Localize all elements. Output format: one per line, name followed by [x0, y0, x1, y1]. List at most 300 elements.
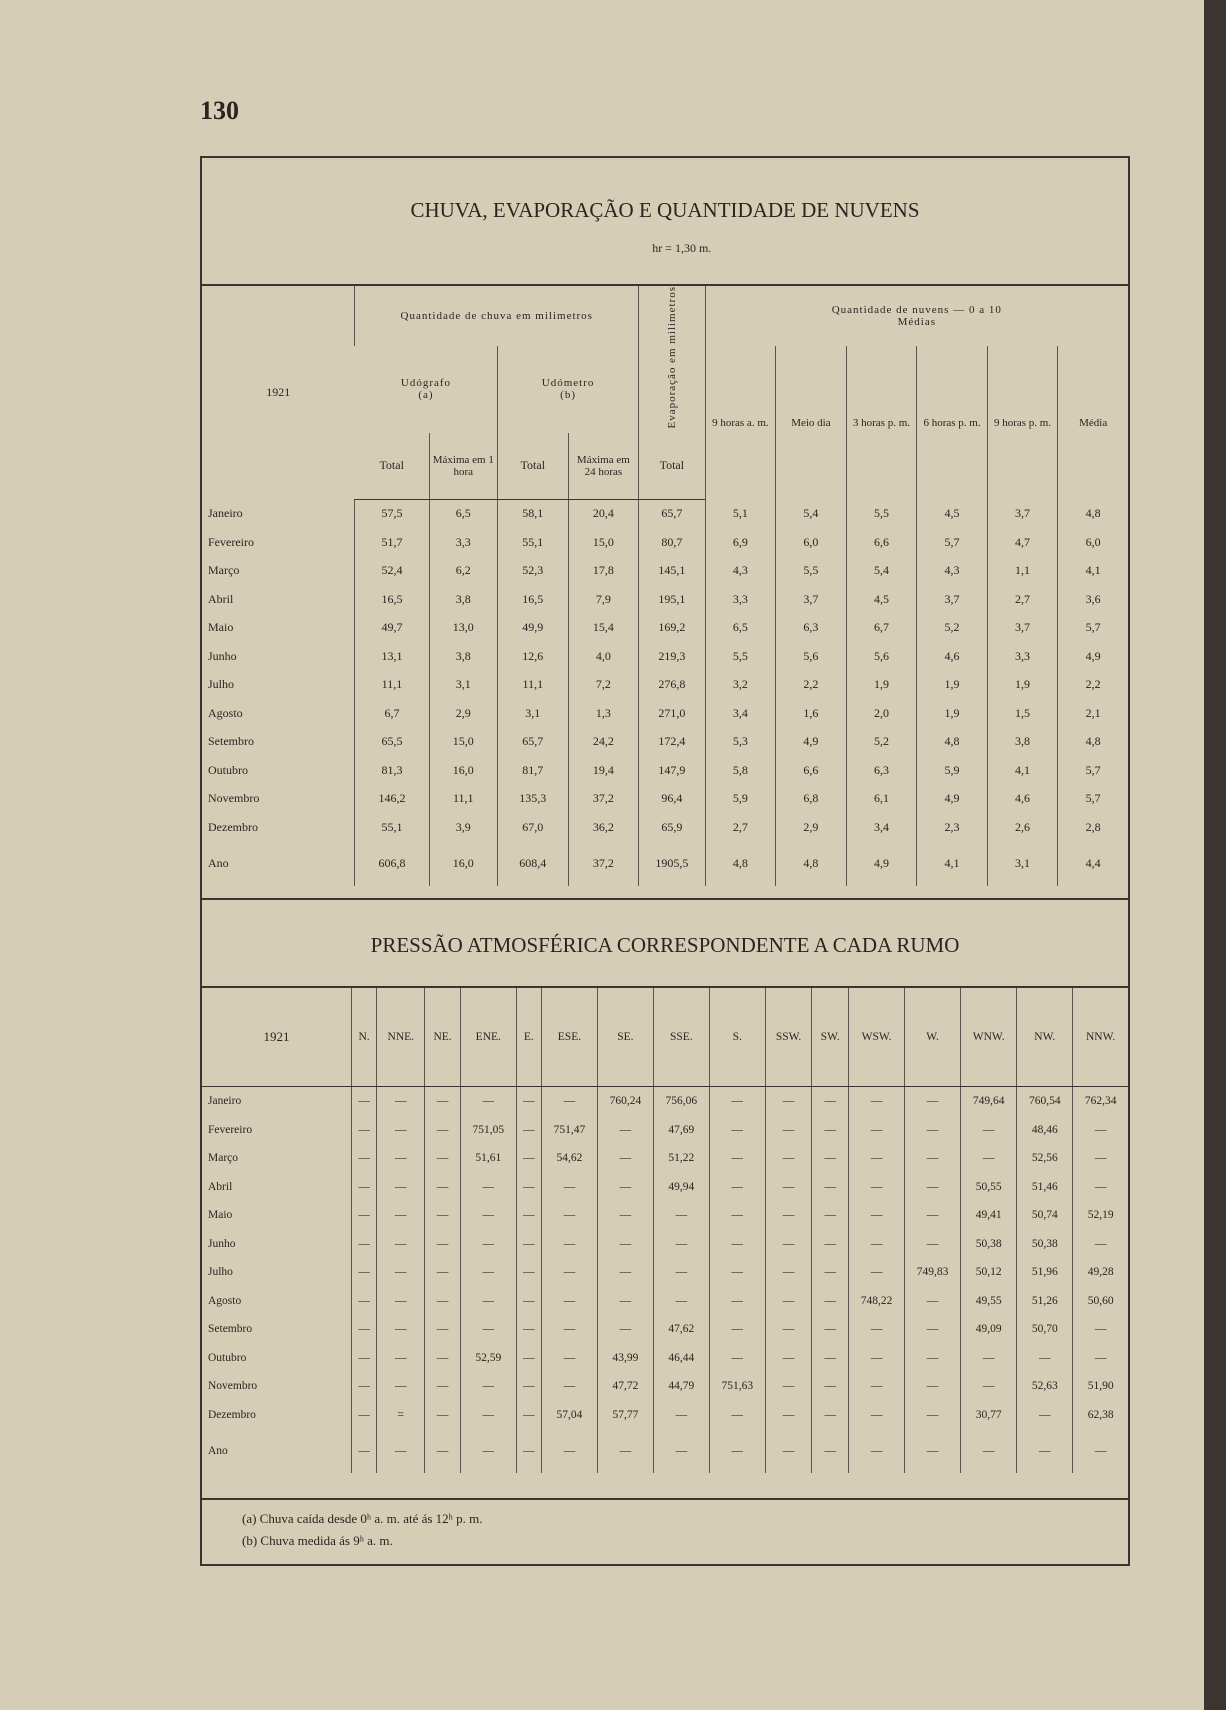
- table-frame: [200, 156, 1130, 1566]
- cell: 50,74: [1017, 1201, 1073, 1230]
- cell: —: [849, 1344, 905, 1373]
- cell: 3,3: [429, 528, 498, 557]
- cell: —: [961, 1116, 1017, 1145]
- cell: —: [425, 1116, 460, 1145]
- cell: 749,83: [905, 1258, 961, 1287]
- cell: 4,3: [917, 557, 988, 586]
- evap-header: Evaporação em milimetros: [639, 286, 705, 433]
- cell: —: [812, 1230, 849, 1259]
- cell: —: [516, 1173, 541, 1202]
- cell: —: [597, 1429, 653, 1473]
- cell: 17,8: [568, 557, 639, 586]
- cell: 96,4: [639, 785, 705, 814]
- cell: 4,6: [917, 642, 988, 671]
- cell: —: [597, 1173, 653, 1202]
- cell: —: [1017, 1429, 1073, 1473]
- cell: 4,5: [846, 585, 917, 614]
- cell: 81,3: [355, 756, 429, 785]
- table-row: [202, 1287, 1128, 1316]
- cell: 46,44: [653, 1344, 709, 1373]
- cell: —: [541, 1372, 597, 1401]
- cell: 57,5: [355, 499, 429, 528]
- cell: 3,6: [1058, 585, 1128, 614]
- cell: 5,4: [776, 499, 847, 528]
- cell: —: [425, 1372, 460, 1401]
- cell: 5,6: [846, 642, 917, 671]
- cell: 16,0: [429, 756, 498, 785]
- cell: —: [352, 1201, 377, 1230]
- cell: —: [709, 1429, 765, 1473]
- clouds-group-header: Quantidade de nuvens — 0 a 10 Médias: [705, 286, 1128, 346]
- col-udografo-total: Total: [355, 433, 429, 500]
- cell: 3,9: [429, 813, 498, 842]
- cell: —: [849, 1401, 905, 1430]
- row-label: Julho: [208, 1266, 233, 1279]
- row-label: Novembro: [208, 1380, 258, 1393]
- cell: 13,0: [429, 614, 498, 643]
- cell: —: [765, 1201, 812, 1230]
- cell: —: [653, 1258, 709, 1287]
- table-row: [202, 1258, 1128, 1287]
- cell: —: [377, 1230, 425, 1259]
- cell: —: [1073, 1173, 1128, 1202]
- cell: 5,5: [846, 499, 917, 528]
- cell: —: [765, 1315, 812, 1344]
- cell: 5,7: [1058, 756, 1128, 785]
- col-6pm: 6 horas p. m.: [917, 346, 988, 499]
- cell: —: [425, 1287, 460, 1316]
- cell: —: [1017, 1344, 1073, 1373]
- cell: 276,8: [639, 671, 705, 700]
- row-label: Março: [208, 563, 240, 578]
- cell: —: [905, 1344, 961, 1373]
- cell: 219,3: [639, 642, 705, 671]
- cell: —: [352, 1087, 377, 1116]
- cell: —: [597, 1144, 653, 1173]
- cell: —: [352, 1401, 377, 1430]
- cell: 62,38: [1073, 1401, 1128, 1430]
- rule: [202, 898, 1128, 900]
- cell: 4,8: [1058, 728, 1128, 757]
- table-row: [202, 1372, 1128, 1401]
- cell: 2,7: [705, 813, 776, 842]
- cell: 49,7: [355, 614, 429, 643]
- cell: 52,19: [1073, 1201, 1128, 1230]
- cell: 5,7: [917, 528, 988, 557]
- row-label: Fevereiro: [208, 534, 254, 549]
- cell: 5,9: [917, 756, 988, 785]
- cell: 5,1: [705, 499, 776, 528]
- cell: 3,7: [917, 585, 988, 614]
- cell: 37,2: [568, 842, 639, 886]
- table-row: [202, 1201, 1128, 1230]
- cell: —: [516, 1401, 541, 1430]
- cell: 54,62: [541, 1144, 597, 1173]
- col-udometro-total: Total: [498, 433, 569, 500]
- cell: 1,5: [987, 699, 1058, 728]
- cell: 65,7: [498, 728, 569, 757]
- cell: —: [812, 1429, 849, 1473]
- cell: 5,8: [705, 756, 776, 785]
- cell: —: [812, 1287, 849, 1316]
- cell: —: [905, 1173, 961, 1202]
- cell: —: [541, 1087, 597, 1116]
- cell: 58,1: [498, 499, 569, 528]
- cell: —: [460, 1372, 516, 1401]
- cell: —: [597, 1116, 653, 1145]
- cell: 52,3: [498, 557, 569, 586]
- cell: 3,7: [776, 585, 847, 614]
- cell: 3,7: [987, 499, 1058, 528]
- cell: 3,8: [429, 585, 498, 614]
- row-label: Março: [208, 1152, 239, 1165]
- table-row: [202, 785, 1128, 814]
- cell: 760,24: [597, 1087, 653, 1116]
- cell: 57,77: [597, 1401, 653, 1430]
- row-label: Julho: [208, 677, 235, 692]
- col-header: SE.: [597, 988, 653, 1087]
- cell: —: [709, 1201, 765, 1230]
- row-label: Ano: [208, 856, 229, 871]
- cell: 4,9: [917, 785, 988, 814]
- cell: 51,96: [1017, 1258, 1073, 1287]
- cell: —: [812, 1344, 849, 1373]
- cell: 67,0: [498, 813, 569, 842]
- cell: 6,5: [429, 499, 498, 528]
- cell: 5,2: [917, 614, 988, 643]
- cell: —: [849, 1144, 905, 1173]
- cell: 271,0: [639, 699, 705, 728]
- cell: —: [961, 1429, 1017, 1473]
- cell: 2,1: [1058, 699, 1128, 728]
- cell: —: [425, 1201, 460, 1230]
- cell: —: [541, 1230, 597, 1259]
- cell: 20,4: [568, 499, 639, 528]
- cell: —: [516, 1258, 541, 1287]
- udometro-header: Udómetro (b): [498, 346, 639, 433]
- col-header: NNW.: [1073, 988, 1128, 1087]
- row-label: Janeiro: [208, 506, 243, 521]
- cell: —: [352, 1116, 377, 1145]
- cell: 1,1: [987, 557, 1058, 586]
- cell: —: [352, 1315, 377, 1344]
- cell: 50,38: [961, 1230, 1017, 1259]
- cell: —: [653, 1429, 709, 1473]
- cell: —: [516, 1116, 541, 1145]
- cell: 4,7: [987, 528, 1058, 557]
- cell: 3,1: [987, 842, 1058, 886]
- cell: 7,2: [568, 671, 639, 700]
- cell: 3,2: [705, 671, 776, 700]
- cell: 2,8: [1058, 813, 1128, 842]
- cell: —: [709, 1344, 765, 1373]
- cell: 5,5: [776, 557, 847, 586]
- cell: 1,3: [568, 699, 639, 728]
- cell: 4,8: [776, 842, 847, 886]
- cell: —: [425, 1230, 460, 1259]
- cell: 48,46: [1017, 1116, 1073, 1145]
- cell: 49,55: [961, 1287, 1017, 1316]
- cell: —: [709, 1258, 765, 1287]
- cell: 2,6: [987, 813, 1058, 842]
- cell: —: [352, 1258, 377, 1287]
- cell: —: [849, 1372, 905, 1401]
- row-label: Abril: [208, 591, 234, 606]
- cell: —: [709, 1087, 765, 1116]
- rule: [202, 1498, 1128, 1500]
- col-max24: Máxima em 24 horas: [568, 433, 639, 500]
- cell: 5,4: [846, 557, 917, 586]
- cell: —: [377, 1173, 425, 1202]
- cell: 608,4: [498, 842, 569, 886]
- cell: —: [1073, 1315, 1128, 1344]
- cell: 51,61: [460, 1144, 516, 1173]
- cell: —: [765, 1230, 812, 1259]
- row-label: Ano: [208, 1445, 228, 1457]
- cell: —: [849, 1315, 905, 1344]
- cell: 13,1: [355, 642, 429, 671]
- cell: —: [905, 1287, 961, 1316]
- row-label: Junho: [208, 648, 237, 663]
- cell: 172,4: [639, 728, 705, 757]
- cell: 146,2: [355, 785, 429, 814]
- cell: —: [516, 1344, 541, 1373]
- cell: 2,9: [429, 699, 498, 728]
- cell: —: [516, 1429, 541, 1473]
- cell: 6,8: [776, 785, 847, 814]
- cell: —: [709, 1144, 765, 1173]
- cell: 2,0: [846, 699, 917, 728]
- cell: 19,4: [568, 756, 639, 785]
- cell: —: [653, 1287, 709, 1316]
- cell: 51,90: [1073, 1372, 1128, 1401]
- cell: —: [425, 1173, 460, 1202]
- cell: —: [961, 1372, 1017, 1401]
- table-row: [202, 1344, 1128, 1373]
- cell: 1,9: [917, 671, 988, 700]
- cell: —: [812, 1401, 849, 1430]
- cell: 2,9: [776, 813, 847, 842]
- table-row: [202, 671, 1128, 700]
- cell: —: [653, 1401, 709, 1430]
- cell: —: [541, 1201, 597, 1230]
- cell: 1,9: [846, 671, 917, 700]
- cell: 30,77: [961, 1401, 1017, 1430]
- cell: =: [377, 1401, 425, 1430]
- cell: 6,7: [846, 614, 917, 643]
- col-media: Média: [1058, 346, 1128, 499]
- cell: 36,2: [568, 813, 639, 842]
- cell: 4,8: [705, 842, 776, 886]
- cell: 4,9: [1058, 642, 1128, 671]
- cell: —: [377, 1087, 425, 1116]
- cell: 3,3: [705, 585, 776, 614]
- row-label: Fevereiro: [208, 1123, 253, 1136]
- cell: —: [516, 1372, 541, 1401]
- col-evap-total: Total: [639, 433, 705, 500]
- cell: 2,2: [1058, 671, 1128, 700]
- cell: —: [812, 1116, 849, 1145]
- cell: 50,55: [961, 1173, 1017, 1202]
- col-header: N.: [352, 988, 377, 1087]
- col-header: W.: [905, 988, 961, 1087]
- cell: 1905,5: [639, 842, 705, 886]
- cell: —: [516, 1201, 541, 1230]
- cell: —: [377, 1287, 425, 1316]
- cell: 3,1: [498, 699, 569, 728]
- col-header: ENE.: [460, 988, 516, 1087]
- row-label: Setembro: [208, 1323, 253, 1336]
- footnote-a: (a) Chuva caída desde 0ʰ a. m. até ás 12ʰ p. m.: [242, 1511, 483, 1526]
- cell: 606,8: [355, 842, 429, 886]
- col-9am: 9 horas a. m.: [705, 346, 776, 499]
- cell: 81,7: [498, 756, 569, 785]
- cell: —: [377, 1429, 425, 1473]
- cell: 7,9: [568, 585, 639, 614]
- cell: 50,60: [1073, 1287, 1128, 1316]
- cell: 135,3: [498, 785, 569, 814]
- cell: 4,4: [1058, 842, 1128, 886]
- table-row: [202, 842, 1128, 886]
- cell: 15,4: [568, 614, 639, 643]
- cell: 16,5: [498, 585, 569, 614]
- cell: 51,26: [1017, 1287, 1073, 1316]
- cell: 80,7: [639, 528, 705, 557]
- cell: 65,7: [639, 499, 705, 528]
- cell: —: [541, 1315, 597, 1344]
- cell: —: [765, 1258, 812, 1287]
- cell: —: [709, 1230, 765, 1259]
- cell: 11,1: [429, 785, 498, 814]
- udografo-header: Udógrafo (a): [400, 377, 452, 402]
- cell: 3,1: [429, 671, 498, 700]
- cell: 24,2: [568, 728, 639, 757]
- cell: 4,8: [1058, 499, 1128, 528]
- cell: 37,2: [568, 785, 639, 814]
- cell: 6,2: [429, 557, 498, 586]
- cell: 6,3: [846, 756, 917, 785]
- cell: 47,72: [597, 1372, 653, 1401]
- cell: —: [516, 1315, 541, 1344]
- cell: —: [516, 1230, 541, 1259]
- cell: 15,0: [429, 728, 498, 757]
- cell: —: [541, 1287, 597, 1316]
- cell: 52,56: [1017, 1144, 1073, 1173]
- cell: —: [460, 1230, 516, 1259]
- cell: 44,79: [653, 1372, 709, 1401]
- col-max1: Máxima em 1 hora: [429, 433, 498, 500]
- cell: 6,7: [355, 699, 429, 728]
- cell: —: [352, 1372, 377, 1401]
- cell: 5,7: [1058, 785, 1128, 814]
- section1-subtitle: hr = 1,30 m.: [652, 241, 712, 255]
- footnote-b: (b) Chuva medida ás 9ʰ a. m.: [242, 1533, 393, 1548]
- rain-group-header: Quantidade de chuva em milimetros: [355, 286, 639, 346]
- cell: —: [849, 1116, 905, 1145]
- cell: —: [425, 1258, 460, 1287]
- rain-table: [202, 286, 1128, 886]
- cell: —: [765, 1144, 812, 1173]
- cell: 6,6: [776, 756, 847, 785]
- cell: —: [709, 1173, 765, 1202]
- cell: 4,6: [987, 785, 1058, 814]
- col-header: SSW.: [765, 988, 812, 1087]
- cell: —: [905, 1087, 961, 1116]
- cell: —: [812, 1258, 849, 1287]
- page-number: 130: [200, 96, 239, 125]
- table-row: [202, 699, 1128, 728]
- cell: 51,46: [1017, 1173, 1073, 1202]
- cell: 50,38: [1017, 1230, 1073, 1259]
- col-9pm: 9 horas p. m.: [987, 346, 1058, 499]
- cell: —: [425, 1087, 460, 1116]
- cell: 3,4: [705, 699, 776, 728]
- cell: 52,4: [355, 557, 429, 586]
- cell: 4,8: [917, 728, 988, 757]
- cell: 2,7: [987, 585, 1058, 614]
- cell: —: [541, 1173, 597, 1202]
- cell: 195,1: [639, 585, 705, 614]
- cell: —: [905, 1401, 961, 1430]
- table-row: [202, 1230, 1128, 1259]
- cell: 756,06: [653, 1087, 709, 1116]
- table-row: [202, 813, 1128, 842]
- col-header: WNW.: [961, 988, 1017, 1087]
- cell: —: [961, 1144, 1017, 1173]
- cell: —: [1073, 1116, 1128, 1145]
- table-row: [202, 642, 1128, 671]
- cell: 751,05: [460, 1116, 516, 1145]
- table-row: [202, 756, 1128, 785]
- cell: 751,63: [709, 1372, 765, 1401]
- cell: 6,5: [705, 614, 776, 643]
- cell: —: [425, 1315, 460, 1344]
- cell: —: [352, 1287, 377, 1316]
- row-label: Dezembro: [208, 1408, 256, 1421]
- cell: 50,12: [961, 1258, 1017, 1287]
- cell: —: [765, 1287, 812, 1316]
- cell: 6,3: [776, 614, 847, 643]
- cell: —: [377, 1344, 425, 1373]
- row-label: Agosto: [208, 705, 243, 720]
- cell: —: [597, 1315, 653, 1344]
- cell: 43,99: [597, 1344, 653, 1373]
- cell: 749,64: [961, 1087, 1017, 1116]
- cell: —: [377, 1144, 425, 1173]
- cell: —: [352, 1144, 377, 1173]
- cell: —: [352, 1344, 377, 1373]
- cell: —: [812, 1315, 849, 1344]
- cell: —: [765, 1372, 812, 1401]
- cell: —: [425, 1144, 460, 1173]
- table-row: [202, 1429, 1128, 1473]
- cell: —: [460, 1173, 516, 1202]
- table-row: [202, 614, 1128, 643]
- col-noon: Meio dia: [776, 346, 847, 499]
- cell: 6,1: [846, 785, 917, 814]
- cell: —: [516, 1287, 541, 1316]
- cell: —: [849, 1173, 905, 1202]
- page-edge: [1204, 0, 1226, 1710]
- cell: —: [1073, 1144, 1128, 1173]
- cell: 51,22: [653, 1144, 709, 1173]
- col-header: SW.: [812, 988, 849, 1087]
- cell: —: [1073, 1429, 1128, 1473]
- footnotes: [242, 1508, 482, 1552]
- row-label: Junho: [208, 1237, 236, 1250]
- cell: —: [905, 1116, 961, 1145]
- cell: 55,1: [498, 528, 569, 557]
